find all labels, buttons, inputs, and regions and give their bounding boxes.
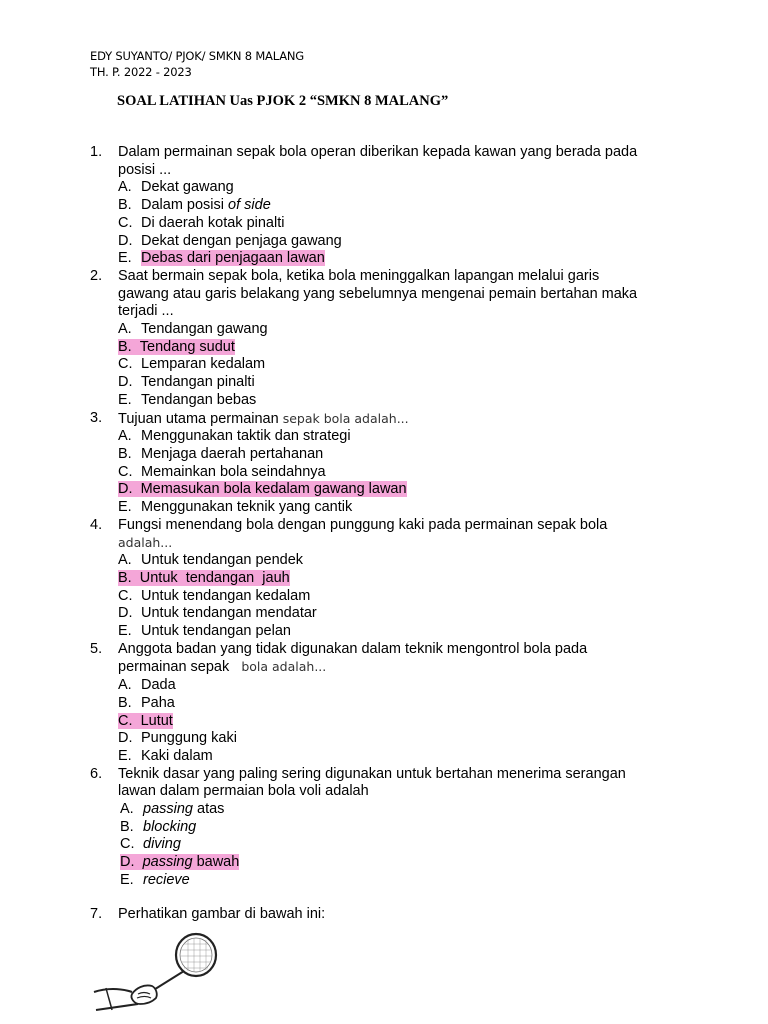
- question-text: adalah...: [118, 535, 173, 551]
- option-c: C. Memainkan bola seindahnya: [118, 463, 326, 480]
- question-number: 1.: [90, 144, 103, 160]
- option-a: A. Dekat gawang: [118, 179, 234, 196]
- option-e: E. Untuk tendangan pelan: [118, 622, 291, 639]
- question-1: [90, 144, 670, 268]
- answer-highlight: B. Tendang sudut: [118, 338, 235, 355]
- question-text: Teknik dasar yang paling sering digunakan untuk bertahan menerima serangan: [118, 765, 626, 782]
- option-b-answer: [118, 339, 670, 357]
- option-a: A. Menggunakan taktik dan strategi: [118, 428, 351, 445]
- question-text: posisi ...: [118, 161, 172, 178]
- question-text: permainan sepak bola adalah...: [118, 659, 327, 676]
- answer-highlight: D. Memasukan bola kedalam gawang lawan: [118, 481, 407, 498]
- option-e: E. Menggunakan teknik yang cantik: [118, 499, 353, 516]
- question-number: 6.: [90, 765, 103, 782]
- question-3: [90, 410, 670, 517]
- header-author-line: EDY SUYANTO/ PJOK/ SMKN 8 MALANG: [90, 49, 304, 63]
- option-d: D. Punggung kaki: [118, 730, 237, 747]
- option-a: A. Dada: [118, 677, 176, 694]
- question-number: 7.: [90, 905, 103, 922]
- option-c: C. diving: [120, 836, 181, 853]
- option-b-answer: [118, 570, 670, 588]
- option-d: D. Dekat dengan penjaga gawang: [118, 232, 342, 249]
- option-b: B. blocking: [120, 818, 197, 835]
- badminton-racket-hand-icon: [92, 928, 222, 1023]
- option-b: B. Dalam posisi of side: [118, 197, 271, 214]
- answer-highlight: B. Untuk tendangan jauh: [118, 569, 290, 586]
- option-b: B. Paha: [118, 694, 175, 711]
- answer-highlight: D. passing bawah: [120, 854, 240, 871]
- document-header: [90, 48, 304, 80]
- question-number: 3.: [90, 409, 103, 426]
- question-number: 5.: [90, 640, 103, 657]
- answer-highlight: C. Lutut: [118, 712, 173, 729]
- option-c: C. Lemparan kedalam: [118, 356, 266, 373]
- option-e: E. recieve: [120, 871, 190, 888]
- spacer: [90, 890, 670, 906]
- option-e: E. Tendangan bebas: [118, 391, 257, 408]
- option-a: A. passing atas: [120, 801, 225, 818]
- question-4: [90, 517, 670, 641]
- question-text: Tujuan utama permainan sepak bola adalah...: [118, 410, 409, 427]
- question-text: Anggota badan yang tidak digunakan dalam teknik mengontrol bola pada: [118, 640, 588, 657]
- question-text: Perhatikan gambar di bawah ini:: [118, 905, 326, 922]
- question-list: [90, 144, 670, 923]
- page-title: SOAL LATIHAN Uas PJOK 2 “SMKN 8 MALANG”: [117, 93, 449, 109]
- question-number: 4.: [90, 516, 103, 533]
- option-a: A. Tendangan gawang: [118, 321, 268, 338]
- question-text: terjadi ...: [118, 303, 174, 320]
- question-7: [90, 906, 670, 924]
- option-e: E. Kaki dalam: [118, 747, 213, 764]
- question-text: Saat bermain sepak bola, ketika bola meninggalkan lapangan melalui garis: [118, 267, 600, 284]
- option-c: C. Di daerah kotak pinalti: [118, 214, 285, 231]
- question-text: lawan dalam permaian bola voli adalah: [118, 783, 369, 800]
- header-year-line: TH. P. 2022 - 2023: [90, 65, 192, 79]
- option-a: A. Untuk tendangan pendek: [118, 552, 304, 569]
- question-text: Dalam permainan sepak bola operan diberikan kepada kawan yang berada pada: [118, 144, 638, 160]
- option-e-answer: E. Debas dari penjagaan lawan: [118, 250, 325, 267]
- option-d-answer: [118, 481, 670, 499]
- question-text: gawang atau garis belakang yang sebelumnya mengenai pemain bertahan maka: [118, 285, 638, 302]
- question-5: [90, 641, 670, 766]
- option-d-answer: [120, 854, 670, 872]
- question-number: 2.: [90, 267, 103, 284]
- question-2: [90, 268, 670, 410]
- question-text: Fungsi menendang bola dengan punggung kaki pada permainan sepak bola: [118, 516, 608, 533]
- option-c: C. Untuk tendangan kedalam: [118, 587, 311, 604]
- answer-highlight: Debas dari penjagaan lawan: [141, 250, 325, 267]
- option-d: D. Untuk tendangan mendatar: [118, 605, 317, 622]
- question-6: [90, 766, 670, 890]
- option-b: B. Menjaga daerah pertahanan: [118, 445, 324, 462]
- option-d: D. Tendangan pinalti: [118, 374, 255, 391]
- option-c-answer: [118, 713, 670, 731]
